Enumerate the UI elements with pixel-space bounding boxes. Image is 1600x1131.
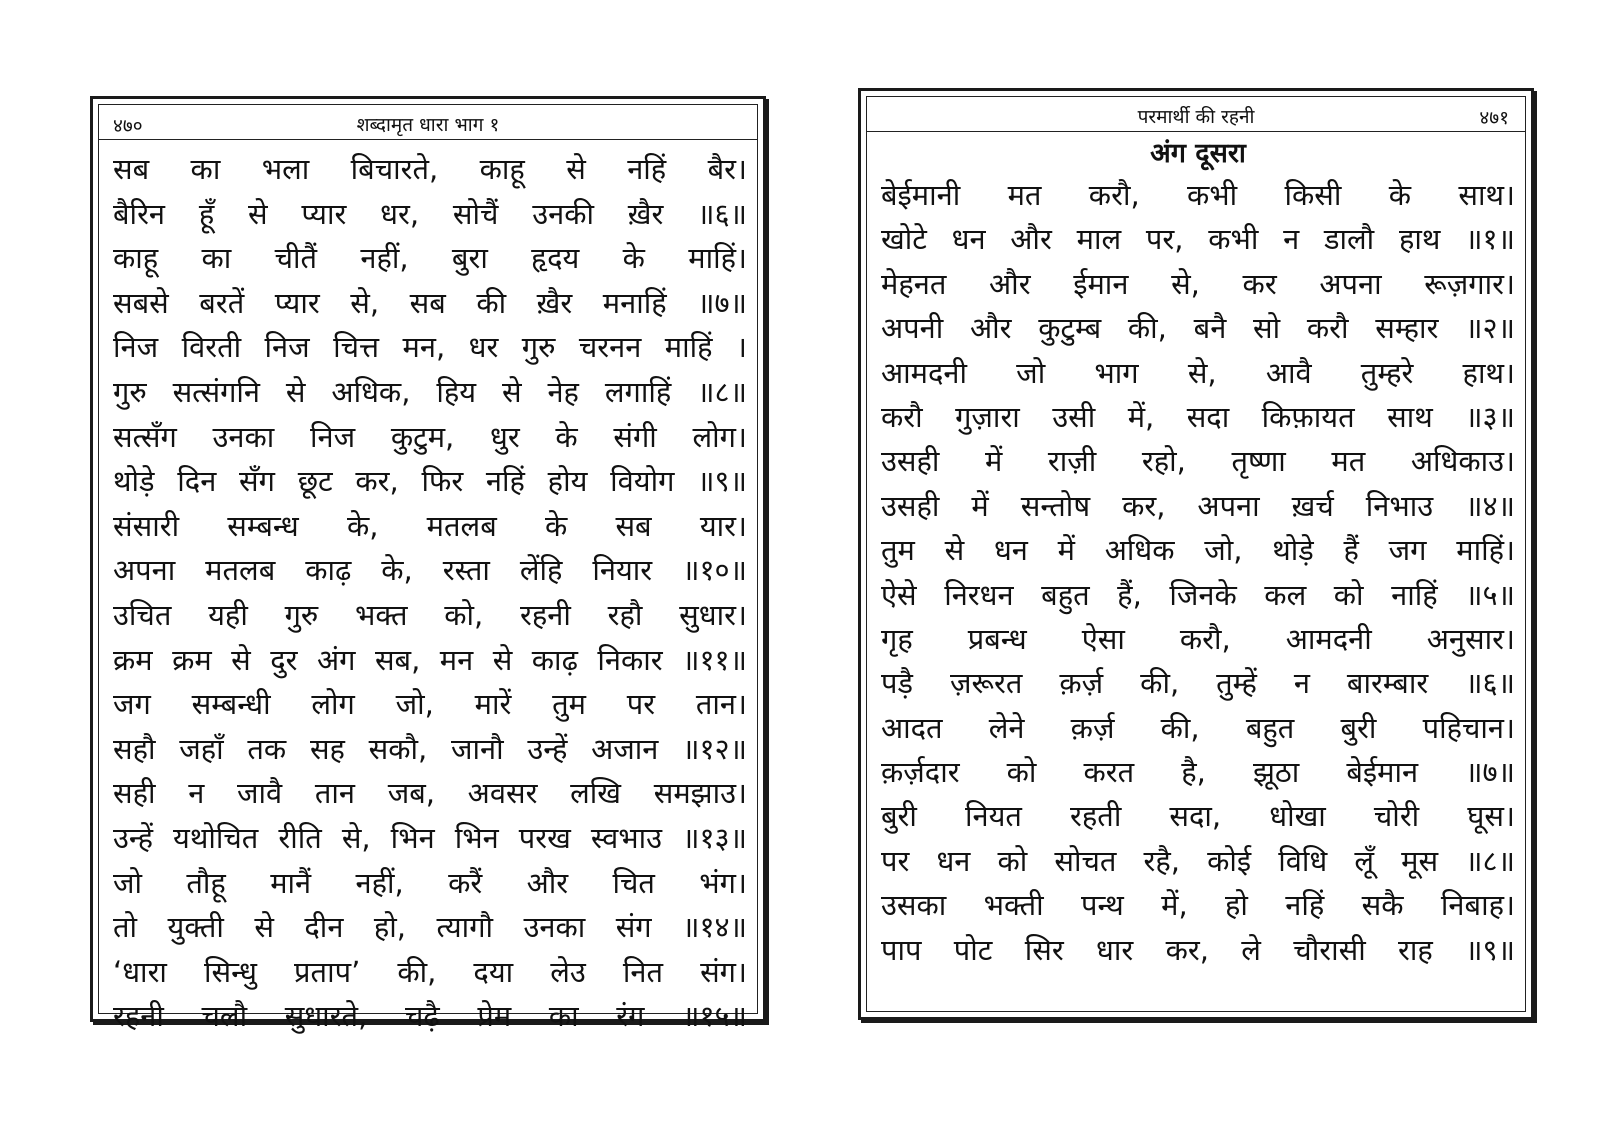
verse-line: निज विरती निज चित्त मन, धर गुरु चरनन माहिं ।	[113, 330, 747, 365]
verse-line: पड़ै ज़रूरत क़र्ज़ की, तुम्हें न बारम्बार ॥६॥	[881, 666, 1515, 701]
verse-line: तो युक्ती से दीन हो, त्यागौ उनका संग ॥१४॥	[113, 910, 747, 945]
right-page	[858, 88, 1534, 1020]
verse-line: क़र्ज़दार को करत है, झूठा बेईमान ॥७॥	[881, 755, 1515, 790]
right-page-inner-frame	[866, 96, 1526, 1012]
right-page-verses	[881, 137, 1515, 972]
verse-line: रहनी चलौ सुधारते, चढ़ै प्रेम का रंग ॥१५॥	[113, 999, 747, 1034]
verse-line: सत्सँग उनका निज कुटुम, धुर के संगी लोग।	[113, 419, 747, 454]
verse-line: संसारी सम्बन्ध के, मतलब के सब यार।	[113, 508, 747, 543]
verse-line: उसका भक्ती पन्थ में, हो नहिं सकै निबाह।	[881, 888, 1515, 923]
verse-line: सब का भला बिचारते, काहू से नहिं बैर।	[113, 152, 747, 186]
verse-line: उचित यही गुरु भक्त को, रहनी रहौ सुधार।	[113, 597, 747, 632]
verse-line: उसही में सन्तोष कर, अपना ख़र्च निभाउ ॥४॥	[881, 488, 1515, 523]
left-page-number: ४७०	[113, 115, 143, 137]
verse-line: बेईमानी मत करौ, कभी किसी के साथ।	[881, 178, 1515, 212]
verse-line: गृह प्रबन्ध ऐसा करौ, आमदनी अनुसार।	[881, 621, 1515, 656]
verse-line: बैरिन हूँ से प्यार धर, सोचैं उनकी ख़ैर ॥६॥	[113, 196, 747, 231]
right-page-number: ४७१	[1479, 107, 1509, 129]
verse-line: जो तौहू मानैं नहीं, करैं और चित भंग।	[113, 865, 747, 900]
verse-line: मेहनत और ईमान से, कर अपना रूज़गार।	[881, 266, 1515, 301]
verse-line: सबसे बरतें प्यार से, सब की ख़ैर मनाहिं ॥७॥	[113, 285, 747, 320]
verse-line: आमदनी जो भाग से, आवै तुम्हरे हाथ।	[881, 355, 1515, 390]
verse-line: ऐसे निरधन बहुत हैं, जिनके कल को नाहिं ॥५॥	[881, 577, 1515, 612]
verse-line: पाप पोट सिर धार कर, ले चौरासी राह ॥९॥	[881, 932, 1515, 967]
verse-line: ‘धारा सिन्धु प्रताप’ की, दया लेउ नित संग।	[113, 954, 747, 989]
verse-line: उसही में राज़ी रहो, तृष्णा मत अधिकाउ।	[881, 444, 1515, 479]
left-page-header	[99, 105, 757, 140]
verse-line: गुरु सत्संगनि से अधिक, हिय से नेह लगाहिं ॥८॥	[113, 374, 747, 409]
left-page-inner-frame	[98, 104, 758, 1034]
section-title: अंग दूसरा	[1150, 138, 1246, 169]
verse-line: सहौ जहाँ तक सह सकौ, जानौ उन्हें अजान ॥१२॥	[113, 731, 747, 766]
verse-line: सही न जावै तान जब, अवसर लखि समझाउ।	[113, 776, 747, 811]
verse-line: काहू का चीतैं नहीं, बुरा हृदय के माहिं।	[113, 241, 747, 276]
verse-line: आदत लेने क़र्ज़ की, बहुत बुरी पहिचान।	[881, 710, 1515, 745]
left-page	[90, 96, 766, 1034]
verse-line: उन्हें यथोचित रीति से, भिन भिन परख स्वभाउ ॥१३॥	[113, 820, 747, 855]
right-page-header	[867, 97, 1525, 132]
verse-line: करौ गुज़ारा उसी में, सदा किफ़ायत साथ ॥३॥	[881, 399, 1515, 434]
verse-line: अपना मतलब काढ़ के, रस्ता लेंहि नियार ॥१०॥	[113, 553, 747, 588]
verse-line: क्रम क्रम से दुर अंग सब, मन से काढ़ निकार ॥११॥	[113, 642, 747, 677]
right-running-title: परमार्थी की रहनी	[1137, 106, 1255, 128]
left-page-verses	[113, 147, 747, 1039]
verse-line: खोटे धन और माल पर, कभी न डालौ हाथ ॥१॥	[881, 222, 1515, 257]
verse-line: तुम से धन में अधिक जो, थोड़े हैं जग माहिं।	[881, 533, 1515, 568]
verse-line: जग सम्बन्धी लोग जो, मारें तुम पर तान।	[113, 687, 747, 722]
left-running-title: शब्दामृत धारा भाग १	[356, 114, 500, 136]
verse-line: बुरी नियत रहती सदा, धोखा चोरी घूस।	[881, 799, 1515, 834]
verse-line: पर धन को सोचत रहै, कोई विधि लूँ मूस ॥८॥	[881, 843, 1515, 878]
verse-line: अपनी और कुटुम्ब की, बनै सो करौ सम्हार ॥२॥	[881, 311, 1515, 346]
verse-line: थोड़े दिन सँग छूट कर, फिर नहिं होय वियोग ॥९॥	[113, 464, 747, 499]
